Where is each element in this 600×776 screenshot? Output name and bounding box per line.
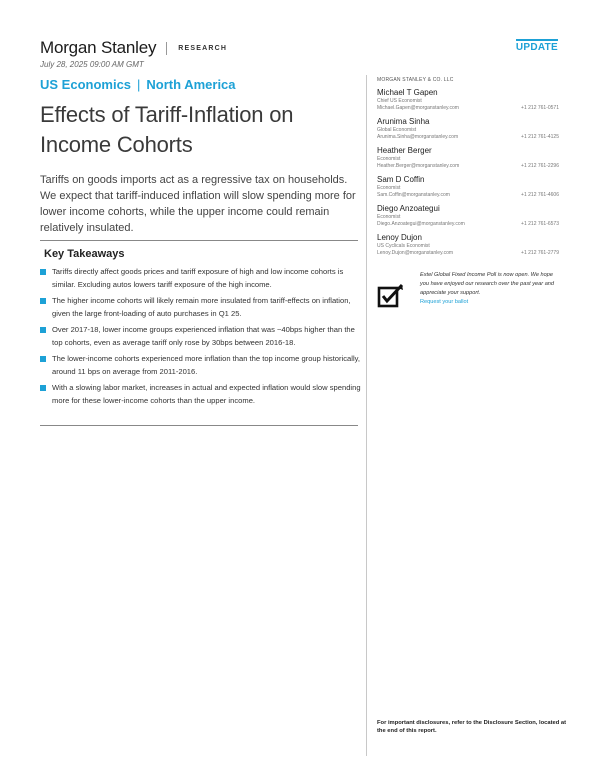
publish-date: July 28, 2025 09:00 AM GMT [40,60,144,69]
analyst-email[interactable]: Michael.Gapen@morganstanley.com [377,105,459,111]
analyst-phone: +1 212 761-4125 [521,134,559,140]
topic-separator: | [137,77,141,92]
analyst-email[interactable]: Diego.Anzoategui@morganstanley.com [377,221,465,227]
analyst-panel [377,77,559,261]
analyst-email[interactable]: Heather.Berger@morganstanley.com [377,163,460,169]
key-takeaways-list [40,266,362,411]
takeaway-text: Tariffs directly affect goods prices and tariff exposure of high and low income cohorts is similar. Excluding autos lowers tariff exposure of the high income. [52,267,344,289]
takeaway-item [40,295,362,320]
takeaway-text: Over 2017-18, lower income groups experienced inflation that was ~40bps higher than the top cohorts, even as average tariff only rose by 30bps between 2016-18. [52,325,355,347]
disclosure-note: For important disclosures, refer to the Disclosure Section, located at the end of this report. [377,720,567,734]
takeaway-item [40,324,362,349]
topic-link[interactable]: US Economics [40,77,132,92]
analyst-card [377,174,559,199]
analyst-contact [377,250,559,257]
column-divider [366,75,367,756]
analyst-phone: +1 212 761-4606 [521,192,559,198]
analyst-role: Economist [377,156,401,162]
analyst-contact [377,221,559,228]
poll-text: Extel Global Fixed Income Poll is now open. We hope you have enjoyed our research over the past year and appreciate your support. [420,272,555,296]
summary-divider [40,240,358,241]
bullet-square-icon [40,269,46,275]
update-badge: UPDATE [516,39,558,53]
analyst-role: Economist [377,185,401,191]
analyst-role: Global Economist [377,127,417,133]
topic-region [40,77,236,92]
analyst-email[interactable]: Arunima.Sinha@morganstanley.com [377,134,459,140]
analyst-card [377,116,559,141]
analyst-name: Sam D Coffin [377,175,425,184]
analyst-name: Heather Berger [377,146,432,155]
analyst-contact [377,105,559,112]
analyst-name: Diego Anzoategui [377,204,440,213]
analyst-phone: +1 212 761-2296 [521,163,559,169]
key-takeaways-heading: Key Takeaways [44,248,125,260]
bullet-square-icon [40,356,46,362]
analyst-name: Michael T Gapen [377,88,438,97]
bullet-square-icon [40,327,46,333]
analyst-contact [377,134,559,141]
analyst-name: Arunima Sinha [377,117,430,126]
analyst-card [377,145,559,170]
analyst-card [377,87,559,112]
analyst-card [377,232,559,257]
morgan-stanley-logo: Morgan Stanley [40,38,157,57]
takeaways-divider [40,425,358,426]
bullet-square-icon [40,385,46,391]
takeaway-item [40,266,362,291]
analyst-phone: +1 212 761-2779 [521,250,559,256]
report-summary: Tariffs on goods imports act as a regressive tax on households. We expect that tariff-induced inflation will slow spending more for lower income cohorts, while the upper income could remain relatively insulated. [40,174,356,234]
firm-name: MORGAN STANLEY & CO. LLC [377,77,454,83]
takeaway-text: With a slowing labor market, increases in actual and expected inflation would slow spending more for these lower-income cohorts than the upper income. [52,383,361,405]
bullet-square-icon [40,298,46,304]
analyst-role: Chief US Economist [377,98,422,104]
takeaway-text: The higher income cohorts will likely remain more insulated from tariff-effects on inflation, given the large front-loading of auto purchases in Q1 25. [52,296,351,318]
request-ballot-link[interactable]: Request your ballot [420,299,469,305]
extel-poll-box [377,271,560,310]
analyst-contact [377,192,559,199]
analyst-email[interactable]: Lenoy.Dujon@morganstanley.com [377,250,454,256]
masthead [40,38,227,58]
analyst-phone: +1 212 761-0571 [521,105,559,111]
takeaway-text: The lower-income cohorts experienced more inflation than the top income group historically, around 11 bps on average from 2011-2016. [52,354,360,376]
region-link[interactable]: North America [146,77,236,92]
analyst-contact [377,163,559,170]
analyst-role: Economist [377,214,401,220]
analyst-phone: +1 212 761-6573 [521,221,559,227]
analyst-role: US Cyclicals Economist [377,243,430,249]
research-label: RESEARCH [178,44,228,52]
poll-message [420,271,560,310]
analyst-email[interactable]: Sam.Coffin@morganstanley.com [377,192,450,198]
ballot-check-icon [377,282,405,310]
analyst-name: Lenoy Dujon [377,233,422,242]
report-title: Effects of Tariff-Inflation on Income Cohorts [40,102,294,157]
header-divider [166,42,167,55]
analyst-card [377,203,559,228]
takeaway-item [40,353,362,378]
takeaway-item [40,382,362,407]
